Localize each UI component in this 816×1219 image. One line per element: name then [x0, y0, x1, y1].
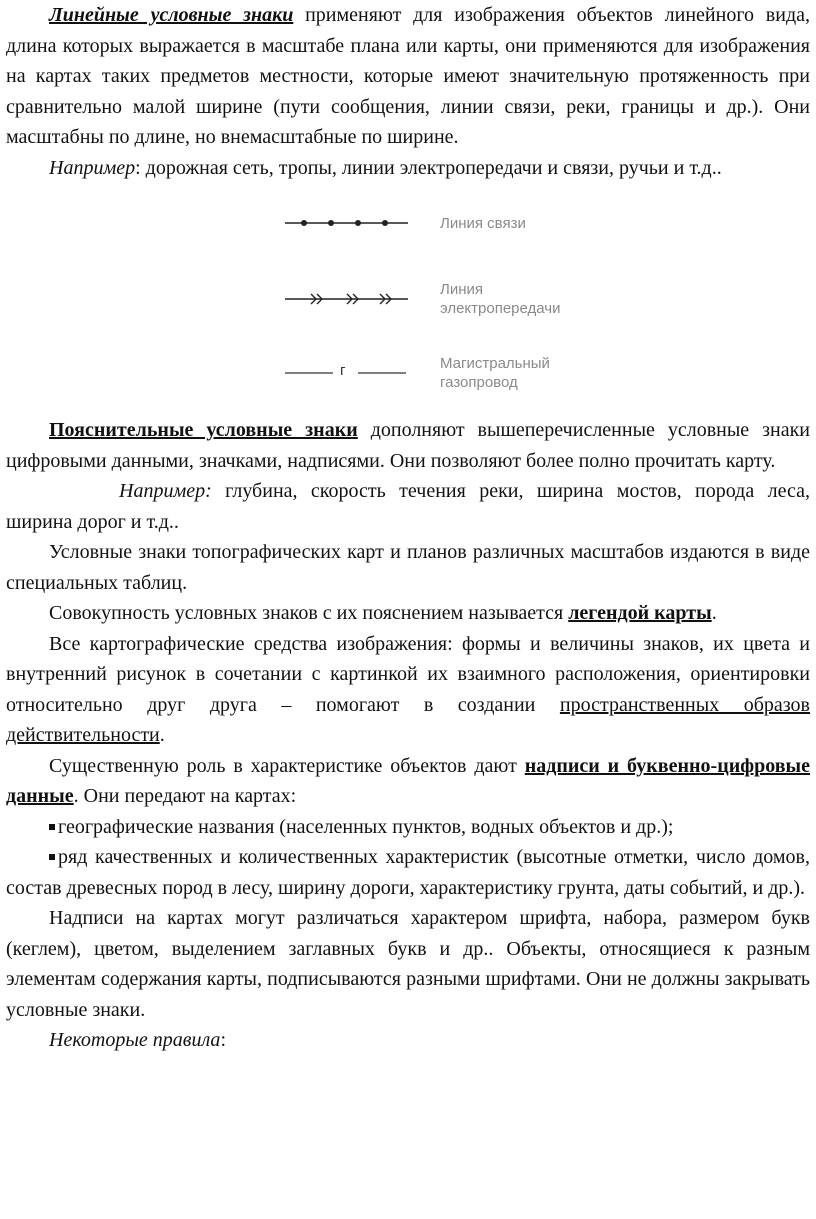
term-spatial-images: пространственных образов действительности — [6, 693, 810, 746]
power-line-symbol — [285, 294, 408, 304]
paragraph-text: : дорожная сеть, тропы, линии электропередачи и связи, ручьи и т.д.. — [135, 156, 722, 179]
paragraph-explanatory-signs — [0, 415, 816, 476]
legend-symbols — [0, 183, 816, 401]
paragraph-text: глубина, скорость течения реки, ширина мостов, порода леса, ширина дорог и т.д.. — [6, 480, 810, 533]
paragraph-tables — [0, 537, 816, 598]
paragraph-some-rules — [0, 1025, 816, 1056]
bullet-square-icon — [49, 824, 55, 830]
paragraph-end: . Они передают на картах: — [73, 785, 297, 807]
paragraph-linear-signs — [0, 0, 816, 153]
legend-label-gas: Магистральный газопровод — [440, 355, 550, 391]
paragraph-inscriptions-role — [0, 751, 816, 812]
paragraph-cartographic-means — [0, 629, 816, 751]
paragraph-text: Совокупность условных знаков с их пояснением называется — [49, 602, 569, 624]
paragraph-end: . — [159, 724, 165, 746]
paragraph-legend-definition — [0, 598, 816, 629]
paragraph-example-linear — [0, 153, 816, 184]
bullet-square-icon — [49, 854, 55, 860]
paragraph-inscription-styles — [0, 903, 816, 1025]
rules-lead: Некоторые правила — [49, 1029, 221, 1051]
paragraph-text: Условные знаки топографических карт и планов различных масштабов издаются в виде специальных таблиц. — [6, 541, 810, 594]
bullet-item-characteristics — [0, 842, 816, 903]
paragraph-end: : — [220, 1029, 226, 1051]
communication-line-symbol — [285, 220, 408, 226]
example-lead: Например — [49, 156, 136, 179]
bullet-text: ряд качественных и количественных характеристик (высотные отметки, число домов, состав древесных пород в лесу, ширину дороги, характеристику грунта, даты событий, и др.). — [6, 846, 810, 899]
paragraph-text: Надписи на картах могут различаться характером шрифта, набора, размером букв (кеглем), цветом, выделением заглавных букв и др.. Объекты, относящиеся к разным элементам содержания карты, подписываются разными шрифтами. Они не должны закрывать условные знаки. — [6, 907, 810, 1021]
paragraph-text: Существенную роль в характеристике объектов дают — [49, 754, 525, 777]
paragraph-text: Все картографические средства изображения: формы и величины знаков, их цвета и внутренний рисунок в сочетании с картинкой их взаимного расположения, ориентировки относительно друг друга – помогают в создании — [6, 632, 810, 716]
legend-label-communication: Линия связи — [440, 215, 526, 232]
term-inscriptions: надписи и буквенно-цифровые данные — [6, 754, 810, 807]
bullet-text: географические названия (населенных пунктов, водных объектов и др.); — [58, 815, 674, 838]
gas-pipeline-mark: г — [340, 362, 346, 379]
example-lead: Например: — [119, 480, 212, 502]
paragraph-example-explanatory — [0, 476, 816, 537]
term-linear-signs: Линейные условные знаки — [49, 4, 294, 26]
term-map-legend: легендой карты — [568, 602, 712, 624]
legend-figure — [0, 183, 816, 401]
legend-label-power: Линия электропередачи — [440, 281, 561, 317]
term-explanatory-signs: Пояснительные условные знаки — [49, 419, 358, 441]
bullet-item-names — [0, 812, 816, 843]
paragraph-text: дополняют вышеперечисленные условные знаки цифровыми данными, значками, надписями. Они позволяют более полно прочитать карту. — [6, 419, 811, 472]
paragraph-text: применяют для изображения объектов линейного вида, длина которых выражается в масштабе плана или карты, они применяются для изображения на картах таких предметов местности, которые имеют значительную протяженность при сравнительно малой ширине (пути сообщения, линии связи, реки, границы и др.). Они масштабны по длине, но внемасштабные по ширине. — [6, 4, 810, 148]
paragraph-end: . — [711, 602, 717, 624]
